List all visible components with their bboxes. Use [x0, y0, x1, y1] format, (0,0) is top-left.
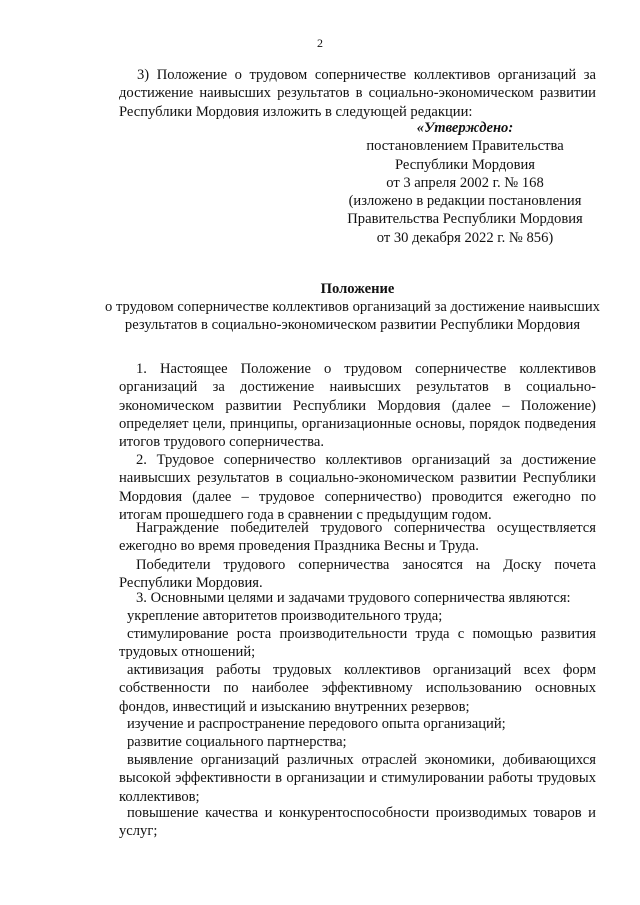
document-heading: Положение [320, 281, 395, 297]
approval-line-4: (изложено в редакции постановления [348, 193, 582, 210]
goal-item: укрепление авторитетов производительного труда; [127, 608, 443, 624]
paragraph-4: Победители трудового соперничества заносятся на Доску почета Республики Мордовия. [119, 557, 596, 592]
intro-paragraph: 3) Положение о трудовом соперничестве коллективов организаций за достижение наивысших результатов в социально-экономическом развитии Республики Мордовия изложить в следующей редакции: [119, 67, 596, 120]
approval-line-6: от 30 декабря 2022 г. № 856) [376, 229, 554, 246]
goal-item: развитие социального партнерства; [127, 734, 347, 750]
paragraph-3: Награждение победителей трудового соперничества осуществляется ежегодно во время проведения Праздника Весны и Труда. [119, 520, 596, 555]
paragraph-2: 2. Трудовое соперничество коллективов организаций за достижение наивысших результатов в социально-экономическом развитии Республики Мордовия (далее – трудовое соперничество) проводится ежегодно по итогам прошедшего года в сравнении с предыдущим годом. [119, 452, 596, 523]
page-number: 2 [317, 36, 323, 50]
approval-label: «Утверждено: [416, 120, 514, 136]
paragraph-5: 3. Основными целями и задачами трудового соперничества являются: [136, 590, 571, 606]
goal-item: стимулирование роста производительности труда с помощью развития трудовых отношений; [119, 626, 596, 661]
approval-line-1: постановлением Правительства [366, 138, 564, 155]
approval-line-3: от 3 апреля 2002 г. № 168 [386, 174, 544, 191]
goal-item: активизация работы трудовых коллективов организаций всех форм собственности по наиболее эффективному использованию основных фондов, инвестиций и изысканию внутренних резервов; [119, 662, 596, 715]
approval-line-5: Правительства Республики Мордовия [347, 211, 583, 228]
goal-item: повышение качества и конкурентоспособности производимых товаров и услуг; [119, 805, 596, 840]
paragraph-1: 1. Настоящее Положение о трудовом соперничестве коллективов организаций за достижение наивысших результатов в социально-экономическом развитии Республики Мордовия (далее – Положение) определяет цели, принципы, организационные основы, порядок подведения итогов трудового соперничества. [119, 361, 596, 451]
approval-block [330, 119, 600, 247]
approval-line-2: Республики Мордовия [394, 156, 535, 173]
goal-item: выявление организаций различных отраслей экономики, добивающихся высокой эффективности в организации и стимулировании работы трудовых коллективов; [119, 752, 596, 805]
document-subtitle: о трудовом соперничестве коллективов организаций за достижение наивысших результатов в социально-экономическом развитии Республики Мордовия [105, 299, 600, 334]
goal-item: изучение и распространение передового опыта организаций; [127, 716, 506, 732]
